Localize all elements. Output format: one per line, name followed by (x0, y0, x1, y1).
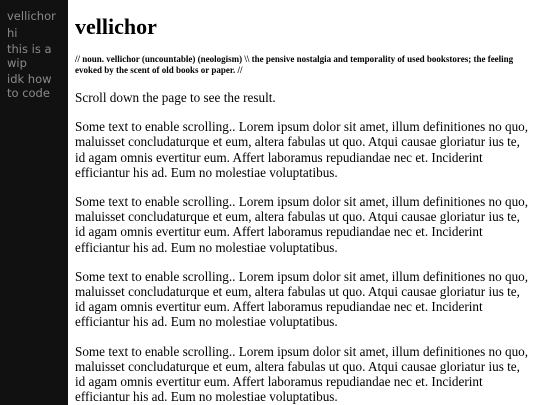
intro-text: Scroll down the page to see the result. (75, 90, 276, 105)
page-title: vellichor (75, 14, 157, 39)
body-paragraph: Some text to enable scrolling.. Lorem ipsum dolor sit amet, illum definitiones no quo, maluisset concludaturque et eum, altera fabulas ut quo. Atqui causae gloriatur ius te, id agam omnis evertitur eum. Affert laboramus repudiandae nec et. Inciderint efficiantur his ad. Eum no molestiae voluptatibus. (75, 194, 529, 255)
sidebar-item-code[interactable]: idk how to code (7, 72, 52, 100)
body-paragraph: Some text to enable scrolling.. Lorem ipsum dolor sit amet, illum definitiones no quo, maluisset concludaturque et eum, altera fabulas ut quo. Atqui causae gloriatur ius te, id agam omnis evertitur eum. Affert laboramus repudiandae nec et. Inciderint efficiantur his ad. Eum no molestiae voluptatibus. (75, 268, 529, 330)
body-paragraph: Some text to enable scrolling.. Lorem ipsum dolor sit amet, illum definitiones no quo, maluisset concludaturque et eum, altera fabulas ut quo. Atqui causae gloriatur ius te, id agam omnis evertitur eum. Affert laboramus repudiandae nec et. Inciderint efficiantur his ad. Eum no molestiae voluptatibus. (75, 119, 529, 180)
sidebar-item-hi[interactable]: hi (7, 25, 18, 40)
definition-text: // noun. vellichor (uncountable) (neologism) \\ the pensive nostalgia and temporality of used bookstores; the feeling evoked by the scent of old books or paper. // (75, 54, 514, 75)
sidebar-item-vellichor[interactable]: vellichor (7, 9, 56, 23)
main-content (75, 0, 531, 404)
sidebar-nav (0, 0, 68, 405)
body-paragraph: Some text to enable scrolling.. Lorem ipsum dolor sit amet, illum definitiones no quo, maluisset concludaturque et eum, altera fabulas ut quo. Atqui causae gloriatur ius te, id agam omnis evertitur eum. Affert laboramus repudiandae nec et. Inciderint efficiantur his ad. Eum no molestiae voluptatibus. (75, 343, 529, 405)
sidebar-item-wip[interactable]: this is a wip (7, 42, 52, 70)
